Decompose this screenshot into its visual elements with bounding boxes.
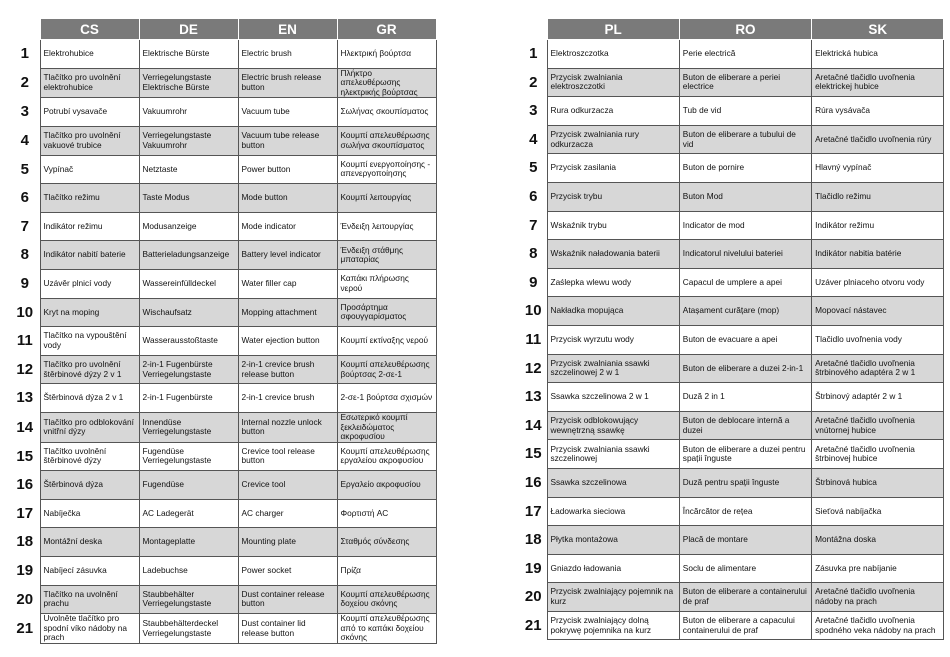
table-cell: Hlavný vypínač (812, 154, 944, 183)
table-row (520, 268, 944, 297)
table-row (10, 184, 436, 213)
table-cell: Uvolněte tlačítko pro spodní víko nádoby na prach (40, 614, 139, 644)
table-cell: Płytka montażowa (547, 526, 679, 555)
table-row (10, 412, 436, 442)
table-row (10, 471, 436, 500)
table-row (520, 40, 944, 69)
table-cell: Crevice tool release button (238, 442, 337, 471)
row-number: 4 (529, 130, 538, 148)
table-row (520, 411, 944, 440)
table-row (520, 297, 944, 326)
table-cell: Κουμπί απελευθέρωσης εργαλείου ακροφυσίου (337, 442, 436, 471)
table-cell: Buton de deblocare internă a duzei (679, 411, 811, 440)
table-cell: Indikátor režimu (812, 211, 944, 240)
table-cell: Battery level indicator (238, 241, 337, 270)
table-cell: Montageplatte (139, 528, 238, 557)
table-row (520, 526, 944, 555)
row-number: 13 (524, 388, 542, 406)
table-row (520, 611, 944, 640)
table-cell: Ηλεκτρική βούρτσα (337, 40, 436, 69)
table-cell: Gniazdo ładowania (547, 554, 679, 583)
table-row (10, 241, 436, 270)
table-cell: Buton de eliberare a containerului de praf (679, 583, 811, 612)
table-row (520, 497, 944, 526)
table-cell: Aretačné tlačidlo uvoľnenia štrbinovej hubice (812, 440, 944, 469)
table-cell: Internal nozzle unlock button (238, 412, 337, 442)
row-number: 17 (524, 502, 542, 520)
table-cell: Nakładka mopująca (547, 297, 679, 326)
column-header-cs: CS (40, 19, 139, 40)
table-cell: Ładowarka sieciowa (547, 497, 679, 526)
table-row (10, 614, 436, 644)
number-column-header (520, 19, 547, 40)
row-number: 12 (524, 359, 542, 377)
table-cell: Placă de montare (679, 526, 811, 555)
row-number: 9 (20, 274, 29, 292)
table-cell: Netztaste (139, 155, 238, 184)
row-number: 7 (20, 217, 29, 235)
table-row (10, 98, 436, 127)
table-cell: Water ejection button (238, 327, 337, 356)
table-cell: Buton de evacuare a apei (679, 325, 811, 354)
table-cell: Przycisk zwalniający pojemnik na kurz (547, 583, 679, 612)
row-number: 15 (16, 447, 34, 465)
table-cell: Batterieladungsanzeige (139, 241, 238, 270)
row-number: 11 (16, 332, 33, 350)
table-cell: Tlačítko pro uvolnění štěrbinové dýzy 2 v 1 (40, 355, 139, 384)
table-cell: Tlačítko uvolnění štěrbinové dýzy (40, 442, 139, 471)
table-cell: Przycisk zwalniania elektroszczotki (547, 68, 679, 97)
table-cell: Tlačítko pro uvolnění elektrohubice (40, 68, 139, 98)
table-cell: Κουμπί απελευθέρωσης δοχείου σκόνης (337, 585, 436, 614)
table-cell: Sieťová nabíjačka (812, 497, 944, 526)
table-cell: Aretačné tlačidlo uvoľnenia rúry (812, 125, 944, 154)
table-row (520, 125, 944, 154)
table-row (520, 354, 944, 383)
table-cell: Buton de eliberare a tubului de vid (679, 125, 811, 154)
table-cell: Montážna doska (812, 526, 944, 555)
table-cell: Przycisk trybu (547, 182, 679, 211)
table-cell: Indikátor režimu (40, 212, 139, 241)
table-row (10, 155, 436, 184)
table-cell: Przycisk zwalniający dolną pokrywę pojemnika na kurz (547, 611, 679, 640)
table-cell: Ladebuchse (139, 557, 238, 586)
table-row (10, 126, 436, 155)
table-cell: Nabíjecí zásuvka (40, 557, 139, 586)
table-cell: Vakuumrohr (139, 98, 238, 127)
table-row (520, 440, 944, 469)
table-cell: Zaślepka wlewu wody (547, 268, 679, 297)
table-row (10, 298, 436, 327)
table-cell: Staubbehälter Verriegelungstaste (139, 585, 238, 614)
table-cell: Elektroszczotka (547, 40, 679, 69)
table-cell: Atașament curățare (mop) (679, 297, 811, 326)
row-number: 4 (20, 131, 29, 149)
table-cell: Mounting plate (238, 528, 337, 557)
row-number: 1 (20, 45, 29, 62)
table-cell: Mode button (238, 184, 337, 213)
row-number: 2 (529, 73, 538, 91)
table-cell: Electric brush (238, 40, 337, 69)
row-number: 18 (524, 531, 542, 549)
table-cell: Crevice tool (238, 471, 337, 500)
row-number: 8 (20, 246, 29, 264)
table-cell: Uzávěr plnicí vody (40, 269, 139, 298)
table-row (10, 499, 436, 528)
table-row (520, 211, 944, 240)
table-cell: Kryt na moping (40, 298, 139, 327)
table-cell: 2-in-1 Fugenbürste Verriegelungstaste (139, 355, 238, 384)
table-cell: Ένδειξη λειτουργίας (337, 212, 436, 241)
table-cell: Przycisk zwalniania ssawki szczelinowej (547, 440, 679, 469)
table-cell: Electric brush release button (238, 68, 337, 98)
table-cell: 2-in-1 crevice brush release button (238, 355, 337, 384)
row-number: 19 (16, 562, 34, 580)
table-cell: Przycisk zasilania (547, 154, 679, 183)
table-row (520, 154, 944, 183)
table-row (520, 554, 944, 583)
row-number: 5 (20, 160, 29, 178)
table-cell: Mopovací nástavec (812, 297, 944, 326)
table-cell: Perie electrică (679, 40, 811, 69)
row-number: 2 (20, 74, 29, 92)
row-number: 10 (16, 303, 34, 321)
table-row (10, 269, 436, 298)
table-cell: Wskaźnik trybu (547, 211, 679, 240)
table-cell: Σταθμός σύνδεσης (337, 528, 436, 557)
table-cell: Buton de eliberare a capacului containerului de praf (679, 611, 811, 640)
row-number: 20 (524, 588, 542, 606)
table-cell: Tub de vid (679, 97, 811, 126)
table-cell: 2-in-1 Fugenbürste (139, 384, 238, 413)
table-cell: Buton de eliberare a periei electrice (679, 68, 811, 97)
table-row (520, 468, 944, 497)
table-cell: Προσάρτημα σφουγγαρίσματος (337, 298, 436, 327)
row-number: 21 (16, 619, 34, 637)
table-row (10, 442, 436, 471)
row-number: 20 (16, 590, 34, 608)
table-row (520, 383, 944, 412)
table-row (10, 355, 436, 384)
table-row (520, 97, 944, 126)
row-number: 16 (524, 473, 542, 491)
row-number: 16 (16, 476, 34, 494)
table-cell: Taste Modus (139, 184, 238, 213)
table-row (10, 528, 436, 557)
parts-table-pl-ro-sk (520, 18, 944, 640)
column-header-sk: SK (812, 19, 944, 40)
row-number: 19 (524, 559, 542, 577)
table-cell: Κουμπί ενεργοποίησης - απενεργοποίησης (337, 155, 436, 184)
row-number: 6 (20, 189, 29, 207)
table-cell: Tlačítko pro odblokování vnitřní dýzy (40, 412, 139, 442)
table-cell: Ssawka szczelinowa (547, 468, 679, 497)
table-cell: Indicatorul nivelului bateriei (679, 240, 811, 269)
table-cell: Buton de eliberare a duzei pentru spații înguste (679, 440, 811, 469)
table-cell: Power button (238, 155, 337, 184)
table-cell: Duză 2 in 1 (679, 383, 811, 412)
table-cell: Modusanzeige (139, 212, 238, 241)
row-number: 7 (529, 216, 538, 234)
table-cell: Zásuvka pre nabíjanie (812, 554, 944, 583)
table-cell: Aretačné tlačidlo uvoľnenia nádoby na prach (812, 583, 944, 612)
table-row (520, 182, 944, 211)
table-row (10, 40, 436, 69)
table-cell: Montážní deska (40, 528, 139, 557)
table-cell: Elektrická hubica (812, 40, 944, 69)
row-number: 3 (20, 103, 29, 121)
table-cell: 2-σε-1 βούρτσα σχισμών (337, 384, 436, 413)
table-row (10, 585, 436, 614)
row-number: 5 (529, 159, 538, 177)
table-cell: Soclu de alimentare (679, 554, 811, 583)
table-cell: Mode indicator (238, 212, 337, 241)
row-number: 14 (524, 416, 542, 434)
table-cell: Wischaufsatz (139, 298, 238, 327)
table-cell: Przycisk zwalniania ssawki szczelinowej 2 w 1 (547, 354, 679, 383)
table-row (520, 68, 944, 97)
table-row (10, 384, 436, 413)
table-row (10, 68, 436, 98)
table-cell: Verriegelungstaste Vakuumrohr (139, 126, 238, 155)
table-row (10, 212, 436, 241)
table-cell: Κουμπί απελευθέρωσης σωλήνα σκουπίσματος (337, 126, 436, 155)
table-cell: Indikátor nabití baterie (40, 241, 139, 270)
table-cell: Πλήκτρο απελευθέρωσης ηλεκτρικής βούρτσας (337, 68, 436, 98)
table-cell: Πρίζα (337, 557, 436, 586)
table-cell: Vacuum tube (238, 98, 337, 127)
table-cell: Power socket (238, 557, 337, 586)
table-cell: Mopping attachment (238, 298, 337, 327)
table-cell: Tlačítko pro uvolnění vakuové trubice (40, 126, 139, 155)
row-number: 8 (529, 245, 538, 263)
table-row (520, 240, 944, 269)
table-cell: Duză pentru spații înguste (679, 468, 811, 497)
row-number: 14 (16, 418, 34, 436)
table-cell: Κουμπί απελευθέρωσης από το καπάκι δοχείου σκόνης (337, 614, 436, 644)
table-cell: Aretačné tlačidlo uvoľnenia vnútornej hubice (812, 411, 944, 440)
table-cell: Buton de eliberare a duzei 2-in-1 (679, 354, 811, 383)
table-cell: Štrbinová hubica (812, 468, 944, 497)
table-cell: Încărcător de rețea (679, 497, 811, 526)
column-header-de: DE (139, 19, 238, 40)
column-header-gr: GR (337, 19, 436, 40)
table-cell: Buton de pornire (679, 154, 811, 183)
row-number: 3 (529, 102, 538, 120)
table-cell: Tlačítko na uvolnění prachu (40, 585, 139, 614)
table-cell: Przycisk odblokowujący wewnętrzną ssawkę (547, 411, 679, 440)
table-cell: Przycisk wyrzutu wody (547, 325, 679, 354)
table-cell: Indikátor nabitia batérie (812, 240, 944, 269)
table-cell: Elektrohubice (40, 40, 139, 69)
row-number: 10 (524, 302, 542, 320)
table-cell: Aretačné tlačidlo uvoľnenia spodného veka nádoby na prach (812, 611, 944, 640)
row-number: 11 (525, 330, 542, 348)
row-number: 15 (524, 445, 542, 463)
table-cell: Elektrische Bürste (139, 40, 238, 69)
row-number: 9 (529, 273, 538, 291)
table-cell: AC charger (238, 499, 337, 528)
table-cell: Potrubí vysavače (40, 98, 139, 127)
header-row (520, 19, 944, 40)
table-cell: 2-in-1 crevice brush (238, 384, 337, 413)
row-number: 1 (529, 45, 538, 62)
row-number: 17 (16, 504, 34, 522)
table-cell: Štěrbinová dýza 2 v 1 (40, 384, 139, 413)
table-cell: Wasserausstoßtaste (139, 327, 238, 356)
table-cell: Tlačidlo uvoľnenia vody (812, 325, 944, 354)
table-cell: Water filler cap (238, 269, 337, 298)
table-row (520, 325, 944, 354)
table-cell: Štrbinový adaptér 2 w 1 (812, 383, 944, 412)
table-row (10, 557, 436, 586)
table-cell: Vacuum tube release button (238, 126, 337, 155)
row-number: 13 (16, 389, 34, 407)
table-cell: Rúra vysávača (812, 97, 944, 126)
table-cell: Aretačné tlačidlo uvoľnenia štrbinového adaptéra 2 w 1 (812, 354, 944, 383)
table-cell: Staubbehälterdeckel Verriegelungstaste (139, 614, 238, 644)
table-row (520, 583, 944, 612)
table-cell: Innendüse Verriegelungstaste (139, 412, 238, 442)
table-cell: Nabíječka (40, 499, 139, 528)
table-cell: Σωλήνας σκουπίσματος (337, 98, 436, 127)
table-cell: Uzáver plniaceho otvoru vody (812, 268, 944, 297)
table-cell: Aretačné tlačidlo uvoľnenia elektrickej hubice (812, 68, 944, 97)
table-cell: Ssawka szczelinowa 2 w 1 (547, 383, 679, 412)
table-cell: Tlačítko režimu (40, 184, 139, 213)
table-cell: Verriegelungstaste Elektrische Bürste (139, 68, 238, 98)
table-cell: Dust container lid release button (238, 614, 337, 644)
row-number: 6 (529, 187, 538, 205)
table-cell: Rura odkurzacza (547, 97, 679, 126)
header-row (10, 19, 436, 40)
table-cell: Dust container release button (238, 585, 337, 614)
table-cell: Φορτιστή AC (337, 499, 436, 528)
column-header-ro: RO (679, 19, 811, 40)
parts-table-cs-de-en-gr (10, 18, 437, 644)
table-cell: Καπάκι πλήρωσης νερού (337, 269, 436, 298)
table-cell: Κουμπί λειτουργίας (337, 184, 436, 213)
table-cell: AC Ladegerät (139, 499, 238, 528)
table-cell: Štěrbinová dýza (40, 471, 139, 500)
table-cell: Κουμπί εκτίναξης νερού (337, 327, 436, 356)
table-cell: Buton Mod (679, 182, 811, 211)
table-row (10, 327, 436, 356)
table-cell: Εσωτερικό κουμπί ξεκλειδώματος ακροφυσίου (337, 412, 436, 442)
column-header-pl: PL (547, 19, 679, 40)
row-number: 18 (16, 533, 34, 551)
table-cell: Tlačítko na vypouštění vody (40, 327, 139, 356)
table-cell: Przycisk zwalniania rury odkurzacza (547, 125, 679, 154)
table-cell: Wskaźnik naładowania baterii (547, 240, 679, 269)
column-header-en: EN (238, 19, 337, 40)
table-cell: Fugendüse (139, 471, 238, 500)
table-cell: Κουμπί απελευθέρωσης βούρτσας 2-σε-1 (337, 355, 436, 384)
number-column-header (10, 19, 40, 40)
table-cell: Fugendüse Verriegelungstaste (139, 442, 238, 471)
table-cell: Tlačidlo režimu (812, 182, 944, 211)
table-cell: Indicator de mod (679, 211, 811, 240)
table-cell: Wassereinfülldeckel (139, 269, 238, 298)
table-cell: Vypínač (40, 155, 139, 184)
table-cell: Εργαλείο ακροφυσίου (337, 471, 436, 500)
table-cell: Capacul de umplere a apei (679, 268, 811, 297)
row-number: 21 (524, 616, 542, 634)
row-number: 12 (16, 360, 34, 378)
table-cell: Ένδειξη στάθμης μπαταρίας (337, 241, 436, 270)
